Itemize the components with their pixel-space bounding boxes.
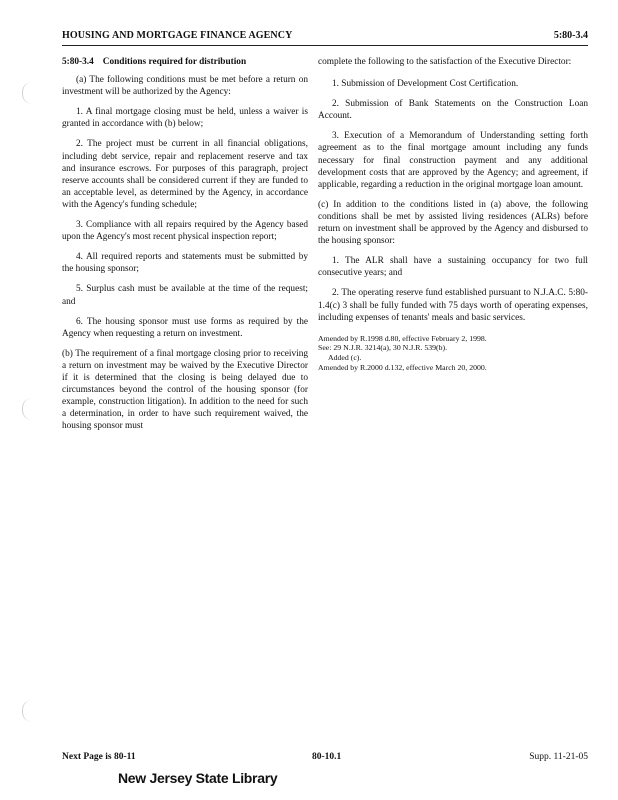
- agency-name: HOUSING AND MORTGAGE FINANCE AGENCY: [62, 30, 293, 41]
- list-item: 2. The project must be current in all financial obligations, including debt service, repair and replacement reserve and tax and insurance escrows. For purposes of this paragraph, project reserve accounts shall be considered current if they are funded to an acceptable level, as determined by the Agency, in accordance with the Agency's funding schedule;: [62, 139, 308, 210]
- page-header: [62, 30, 588, 46]
- list-item: 2. The operating reserve fund established pursuant to N.J.A.C. 5:80-1.4(c) 3 shall be fully funded with 75 days worth of operating expenses, including expenses of tenants' meals and basic services.: [318, 288, 588, 323]
- list-item: 1. A final mortgage closing must be held, unless a waiver is granted in accordance with (b) below;: [62, 107, 308, 130]
- list-item: 1. The ALR shall have a sustaining occupancy for two full consecutive years; and: [318, 256, 588, 279]
- right-column: [318, 56, 588, 373]
- amendment-note: Added (c).: [328, 353, 362, 363]
- section-title: Conditions required for distribution: [102, 57, 247, 67]
- list-item: 2. Submission of Bank Statements on the Construction Loan Account.: [318, 99, 588, 122]
- supplement-date: Supp. 11-21-05: [529, 752, 588, 762]
- section-heading: [62, 56, 308, 68]
- amendment-notes: [318, 334, 588, 373]
- binder-hole-mark: [22, 700, 37, 722]
- left-column: [62, 56, 308, 440]
- library-stamp: New Jersey State Library: [118, 770, 278, 786]
- header-rule: [62, 45, 588, 46]
- amendment-note: Amended by R.1998 d.80, effective February 2, 1998.: [318, 333, 487, 343]
- paragraph-c: (c) In addition to the conditions listed in (a) above, the following conditions shall be met by assisted living residences (ALRs) before return on investment shall be approved by the Agency and disbursed to the housing sponsor:: [318, 199, 588, 247]
- list-item: 4. All required reports and statements must be submitted by the housing sponsor;: [62, 252, 308, 275]
- list-item: 3. Execution of a Memorandum of Understanding setting forth agreement as to the final mortgage amount including any funds necessary for final construction payment and any additional development costs that are approved by the Agency; and agreement, if applicable, regarding a reduction in the original mortgage loan amount.: [318, 131, 588, 190]
- binder-hole-mark: [22, 398, 37, 420]
- list-item: 6. The housing sponsor must use forms as required by the Agency when requesting a return on investment.: [62, 316, 308, 339]
- paragraph-b-continuation: complete the following to the satisfaction of the Executive Director:: [318, 57, 572, 67]
- header-section-ref: 5:80-3.4: [553, 30, 588, 41]
- amendment-note: See: 29 N.J.R. 3214(a), 30 N.J.R. 539(b).: [318, 343, 448, 353]
- list-item: 3. Compliance with all repairs required by the Agency based upon the Agency's most recent physical inspection report;: [62, 220, 308, 243]
- section-number: 5:80-3.4: [62, 57, 94, 67]
- binder-hole-mark: [22, 82, 37, 104]
- list-item: 5. Surplus cash must be available at the time of the request; and: [62, 284, 308, 307]
- paragraph-b: (b) The requirement of a final mortgage closing prior to receiving a return on investment may be waived by the Executive Director if it is determined that the closing is being delayed due to circumstances beyond the control of the housing sponsor (for example, construction litigation). In addition to the need for such a determination, in order to have such requirement waived, the housing sponsor must: [62, 348, 308, 432]
- page-number: 80-10.1: [312, 752, 342, 762]
- next-page-note: Next Page is 80-11: [62, 752, 136, 762]
- amendment-note: Amended by R.2000 d.132, effective March 20, 2000.: [318, 363, 487, 373]
- paragraph-a: (a) The following conditions must be met before a return on investment will be authorized by the Agency:: [62, 75, 308, 98]
- list-item: 1. Submission of Development Cost Certification.: [332, 79, 519, 90]
